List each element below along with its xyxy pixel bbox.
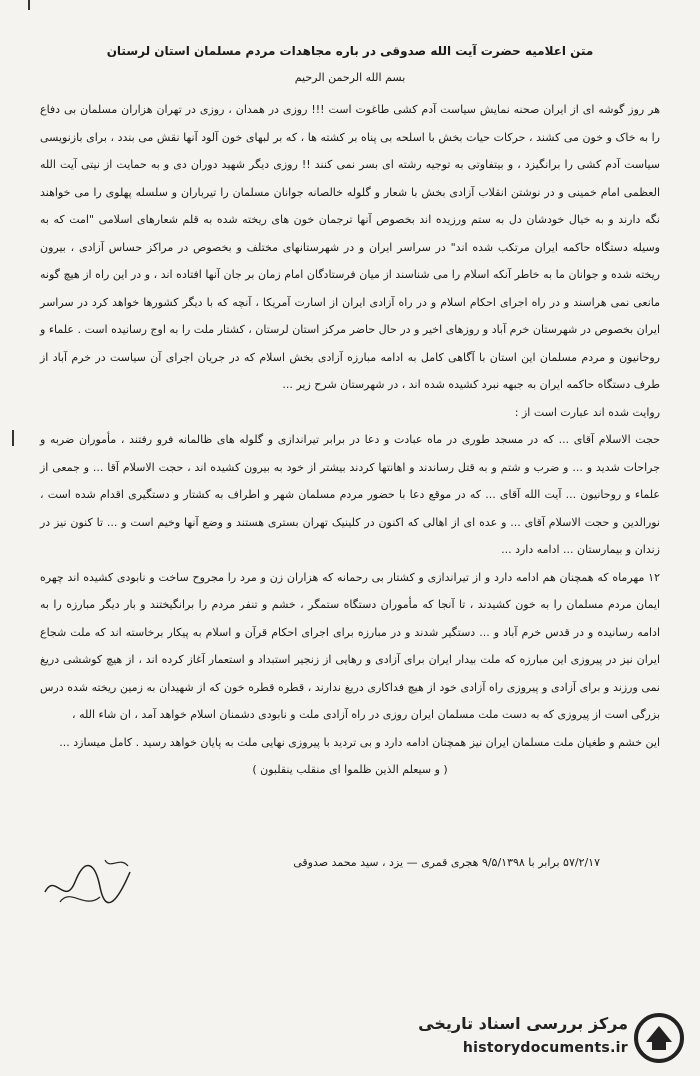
document-heading: متن اعلامیه حضرت آیت الله صدوقی در باره مجاهدات مردم مسلمان استان لرستان — [106, 44, 594, 58]
bismillah: بسم الله الرحمن الرحیم — [294, 71, 406, 84]
margin-mark — [12, 430, 18, 446]
margin-mark — [28, 0, 30, 10]
document-paragraph: این خشم و طغیان ملت مسلمان ایران نیز همچنان ادامه دارد و بی تردید با پیروزی نهایی ملت به پایان خواهد رسید . کامل میسازد ... — [59, 735, 660, 749]
date-and-signature-line: ۵۷/۲/۱۷ برابر با ۹/۵/۱۳۹۸ هجری قمری — یزد ، سید محمد صدوقی — [293, 856, 600, 869]
closing-verse: ( و سیعلم الذین ظلموا ای منقلب ینقلبون ) — [252, 763, 448, 776]
signature-scrawl-icon — [40, 852, 140, 912]
document-paragraph: ۱۲ مهرماه که همچنان هم ادامه دارد و از تیراندازی و کشتار بی رحمانه که هزاران زن و مرد را مجروح ساخت و نابودی کشیده اند چهره ایمان مردم مسلمان را به خون کشیدند ، تا آنجا که مأموران دستگاه ستمگر ، خشم و تنفر مردم را برانگیختند و بار دیگر مبارزه را به ادامه رسانیده و در قدس خرم آباد و ... دستگیر شدند و در مبارزه برای اجرای احکام قرآن و اسلام به پیکار برخاسته اند که ملت شجاع ایران نیز در پیروزی این مبارزه که ملت بیدار ایران برای آزادی و رهایی از زنجیر استبداد و استعمار آغاز کرده اند ، از هیچ کوششی دریغ نمی ورزند و برای آزادی و پیروزی راه آزادی خود از هیچ فداکاری دریغ ندارند ، قطره قطره خون که از شهیدان به زمین ریخته شده درس بزرگی است از پیروزی که به دست ملت مسلمان ایران روزی در راه آزادی ملت و نابودی دشمنان اسلام خواهد آمد ، ان شاء الله ، — [40, 570, 660, 721]
watermark-logo — [400, 1008, 690, 1068]
archive-logo-icon — [632, 1012, 686, 1064]
watermark-url: historydocuments.ir — [462, 1040, 628, 1056]
narrated-header: روایت شده اند عبارت است از : — [514, 405, 660, 419]
document-paragraph: حجت الاسلام آقای ... که در مسجد طوری در ماه عبادت و دعا در برابر تیراندازی و گلوله های ظالمانه فرو رفتند ، مأموران ضربه و جراحات شدید و ... و ضرب و شتم و به قتل رساندند و اهانتها کردند بیشتر از خود به بیرون کشیده اند ، حجت الاسلام آقا ... و جمعی از علماء و روحانیون ... آیت الله آقای ... که در موقع دعا با حضور مردم مسلمان شهر و اطراف به کشتار و دستگیری اقدام شده است ، نورالدین و حجت الاسلام آقای ... و عده ای از اهالی که اکنون در کلینیک تهران بستری هستند و وضع آنها وخیم است و ... تا کنون نیز در زندان و بیمارستان ... ادامه دارد ... — [40, 433, 660, 556]
document-paragraph: هر روز گوشه ای از ایران صحنه نمایش سیاست آدم کشی طاغوت است !!! روزی در همدان ، روزی در تهران هزاران مسلمان بی دفاع را به خاک و خون می کشند ، حرکات حیات بخش با اسلحه بی پناه بر کشته ها ، که بر لبهای خون آلود آنها نقش می بندد ، برای بازنویسی سیاست آدم کشی را برانگیزد ، و بیتفاوتی به توجیه رشته ای بسر نمی کنند !! روزی دیگر شهید دوران دی و به حمایت از نیتی آیت الله العظمی امام خمینی و در نوشتن انقلاب آزادی بخش با شعار و گلوله خالصانه جوانان مسلمان را تیرباران و سلسله پهلوی را می خواهند نگه دارند و به خیال خودشان دل به ستم ورزیده اند بخصوص آنها ترجمان خون های ریخته شده به قلم شعارهای اسلامی "امت که به وسیله دستگاه حاکمه ایران مرتکب شده اند" در سراسر ایران و در شهرستانهای مختلف و بخصوص در مراکز حساس آزادی ، بیرون ریخته شده و جوانان ما به خاطر آنکه اسلام را می شناسند از میان فرستادگان امام زمان بر جان آنها افتاده اند ، و در این راه از هیچ گونه مانعی نمی هراسند و در راه اجرای احکام اسلام و در راه آزادی ایران از اسارت آمریکا ، آنچه که با دیگر کشورها خواهد کرد در سراسر ایران بخصوص در شهرستان خرم آباد و روزهای اخیر و در حال حاضر مرکز استان لرستان ، کشتار ملت را به اوج رسانیده است . علماء و روحانیون و مردم مسلمان این استان با آگاهی کامل به ادامه مبارزه آزادی بخش اسلام که در جریان اجرای آن سیاست در خرم آباد از طرف دستگاه حاکمه ایران به جبهه نبرد کشیده شده اند ، در شهرستان شرح زیر ... — [40, 103, 660, 391]
watermark-title: مرکز بررسی اسناد تاریخی — [418, 1014, 628, 1033]
document-body — [40, 40, 660, 784]
